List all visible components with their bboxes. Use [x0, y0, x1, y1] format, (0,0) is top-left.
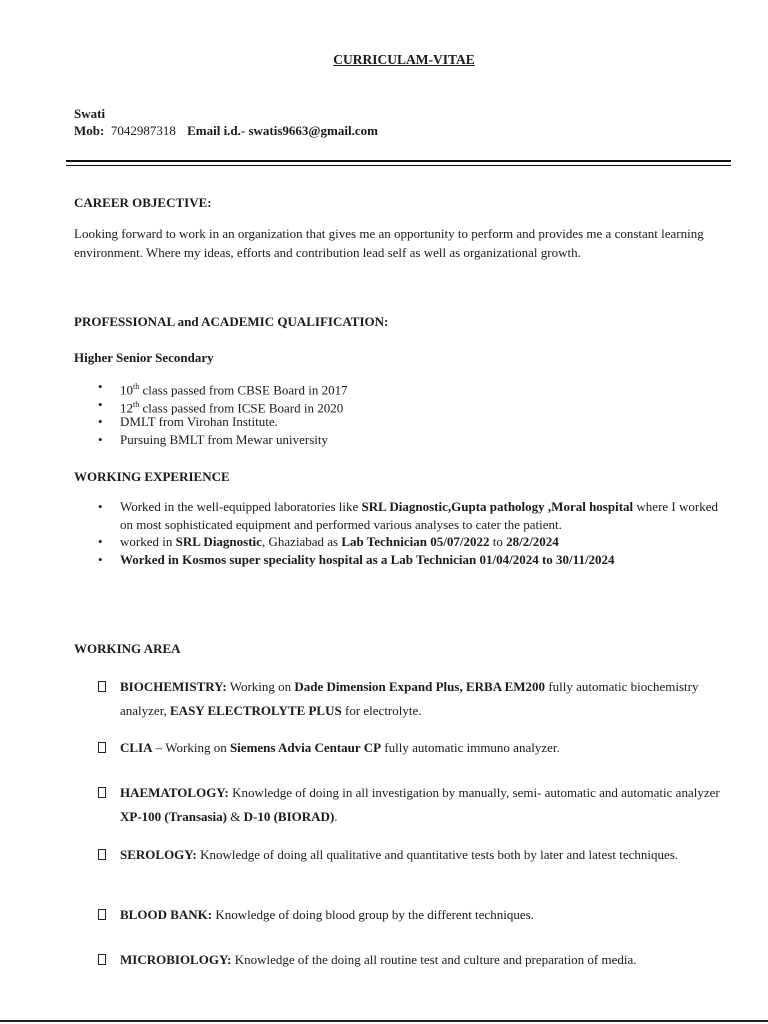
contact-line: [74, 123, 378, 139]
list-item: • Pursuing BMLT from Mewar university: [98, 431, 328, 447]
list-item: • DMLT from Virohan Institute.: [98, 414, 278, 429]
mobile-label: Mob:: [74, 123, 105, 138]
checkbox-glyph-icon: [98, 681, 106, 692]
list-item: • 10th class passed from CBSE Board in 2017: [98, 379, 348, 398]
career-objective-text: Looking forward to work in an organization that gives me an opportunity to perform and provides me a constant learning environment. Where my ideas, efforts and contribution lead self as well as organizational growth.: [74, 226, 704, 260]
working-area-serology: SEROLOGY: Knowledge of doing all qualitative and quantitative tests both by later and latest techniques.: [98, 843, 738, 867]
qualification-subheading: Higher Senior Secondary: [74, 350, 214, 365]
list-item: • Worked in Kosmos super speciality hospital as a Lab Technician 01/04/2024 to 30/11/2024: [98, 551, 615, 567]
checkbox-glyph-icon: [98, 849, 106, 860]
checkbox-glyph-icon: [98, 954, 106, 965]
working-area-biochemistry: BIOCHEMISTRY: Working on Dade Dimension Expand Plus, ERBA EM200 fully automatic biochemistry analyzer, EASY ELECTROLYTE PLUS for electrolyte.: [98, 675, 738, 723]
working-area-blood-bank: BLOOD BANK: Knowledge of doing blood group by the different techniques.: [98, 903, 738, 927]
experience-list: [98, 498, 734, 568]
list-item: • Worked in the well-equipped laboratories like SRL Diagnostic,Gupta pathology ,Moral hospital where I worked on most sophisticated equipment and performed various analyses to cater the patient.: [98, 499, 718, 532]
working-area-haematology: HAEMATOLOGY: Knowledge of doing in all investigation by manually, semi- automatic and automatic analyzer XP-100 (Transasia) & D-10 (BIORAD).: [98, 781, 738, 829]
email-label: Email i.d.- swatis9663@gmail.com: [187, 123, 378, 138]
checkbox-glyph-icon: [98, 787, 106, 798]
working-area-heading: WORKING AREA: [74, 641, 181, 656]
candidate-name: Swati: [74, 106, 106, 121]
header-divider: [66, 160, 731, 162]
mobile-number: 7042987318: [110, 123, 176, 138]
list-item: • 12th class passed from ICSE Board in 2020: [98, 396, 344, 415]
header-divider-thin: [66, 165, 731, 166]
qualification-list: [98, 378, 348, 448]
career-objective-heading: CAREER OBJECTIVE:: [74, 195, 212, 210]
checkbox-glyph-icon: [98, 742, 106, 753]
working-area-microbiology: MICROBIOLOGY: Knowledge of the doing all routine test and culture and preparation of media.: [98, 948, 738, 972]
document-title: CURRICULAM-VITAE: [333, 52, 475, 67]
checkbox-glyph-icon: [98, 909, 106, 920]
working-experience-heading: WORKING EXPERIENCE: [74, 469, 230, 484]
list-item: • worked in SRL Diagnostic, Ghaziabad as Lab Technician 05/07/2022 to 28/2/2024: [98, 534, 559, 549]
qualification-heading: PROFESSIONAL and ACADEMIC QUALIFICATION:: [74, 314, 389, 329]
working-area-clia: CLIA – Working on Siemens Advia Centaur CP fully automatic immuno analyzer.: [98, 736, 738, 760]
page-bottom-edge: [0, 1020, 768, 1022]
